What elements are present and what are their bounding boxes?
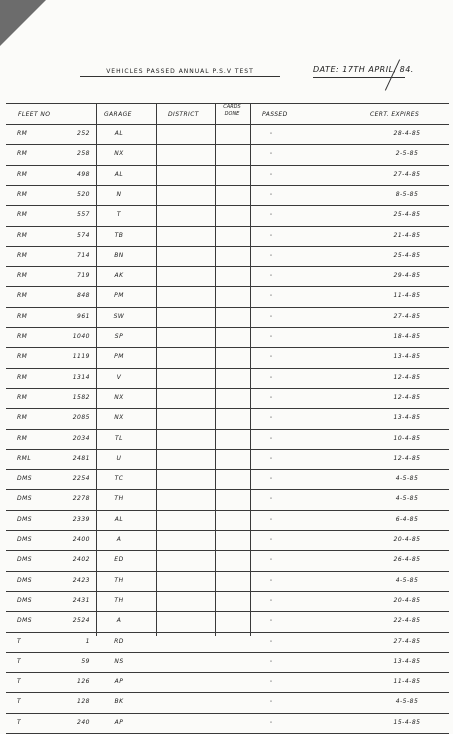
garage-code: A [116,536,122,543]
passed-mark: " [269,598,273,604]
fleet-number: 240 [77,718,90,726]
cert-expiry: 20-4-85 [393,536,421,543]
garage-code: NX [114,414,124,422]
cert-expiry: 4-5-85 [395,576,419,584]
table-row [0,286,453,306]
passed-mark: " [269,253,273,259]
cert-expiry: 29-4-85 [393,272,421,280]
fleet-type: RM [17,211,28,219]
table-row [0,124,453,144]
fleet-type: T [17,637,22,645]
fleet-number: 714 [77,251,90,259]
fleet-type: RM [17,333,28,340]
passed-mark: " [269,335,273,340]
table-row [0,347,453,367]
garage-code: A [116,617,122,625]
table-row [0,489,453,509]
fleet-type: DMS [17,515,33,523]
cert-expiry: 18-4-85 [393,333,421,340]
fleet-number: 1582 [72,393,90,401]
garage-code: AL [114,515,124,523]
table-row [0,144,453,164]
garage-code: V [116,373,122,381]
passed-mark: " [269,639,273,645]
fleet-type: T [17,678,22,686]
fleet-number: 848 [77,292,90,300]
fleet-type: RM [17,190,28,198]
passed-mark: " [269,274,273,280]
passed-mark: " [269,456,273,462]
fleet-type: RML [17,454,32,462]
table-row [0,408,453,428]
table-row [0,368,453,388]
passed-mark: " [269,152,273,158]
fleet-number: 719 [77,272,90,280]
fleet-type: RM [17,393,28,401]
passed-mark: " [269,477,273,483]
passed-mark: " [269,395,273,401]
table-row [0,449,453,469]
passed-mark: " [269,517,273,523]
cert-expiry: 25-4-85 [393,211,421,219]
fleet-number: 574 [77,231,90,239]
fleet-type: RM [17,150,28,158]
garage-code: PM [114,292,124,300]
cert-expiry: 22-4-85 [393,617,421,625]
fleet-number: 1119 [72,353,90,361]
document-date: DATE: 17TH APRIL, 84. [313,65,414,74]
table-row [0,388,453,408]
garage-code: BN [114,251,124,259]
table-row [0,226,453,246]
fleet-number: 2254 [72,475,90,483]
passed-mark: " [269,497,273,503]
cert-expiry: 13-4-85 [393,414,421,422]
cert-expiry: 27-4-85 [393,170,421,178]
fleet-number: 2339 [72,515,90,523]
fleet-number: 2085 [72,414,90,422]
fleet-type: RM [17,130,28,137]
fleet-type: RM [17,434,28,442]
table-row [0,327,453,347]
table-row [0,205,453,225]
cert-expiry: 13-4-85 [393,657,421,665]
fleet-number: 2431 [72,596,90,604]
passed-mark: " [269,233,273,239]
passed-mark: " [269,538,273,543]
garage-code: U [116,454,122,462]
passed-mark: " [269,355,273,361]
table-row [0,469,453,489]
garage-code: PM [114,353,124,361]
fleet-type: RM [17,251,28,259]
cert-expiry: 25-4-85 [393,251,421,259]
fleet-type: RM [17,231,28,239]
cert-expiry: 20-4-85 [393,596,421,604]
cert-expiry: 27-4-85 [393,312,421,320]
fleet-number: 498 [77,170,90,178]
passed-mark: " [269,172,273,178]
garage-code: SP [114,333,124,340]
cert-expiry: 21-4-85 [393,231,421,239]
fleet-type: RM [17,272,28,280]
table-row [0,611,453,631]
fleet-number: 2402 [72,556,90,564]
fleet-number: 2524 [72,617,90,625]
table-row [0,632,453,652]
document-title: VEHICLES PASSED ANNUAL P.S.V TEST [80,68,280,77]
cert-expiry: 4-5-85 [395,495,419,503]
fleet-number: 1 [85,637,90,645]
table-row [0,307,453,327]
fleet-type: DMS [17,475,33,483]
fleet-number: 59 [81,657,90,665]
cert-expiry: 12-4-85 [393,454,421,462]
passed-mark: " [269,659,273,665]
passed-mark: " [269,619,273,625]
fleet-type: DMS [17,495,33,503]
passed-mark: " [269,213,273,219]
passed-mark: " [269,700,273,706]
header-garage: GARAGE [104,111,132,118]
table-row [0,692,453,712]
garage-code: RD [114,637,124,645]
fleet-type: DMS [17,556,33,564]
passed-mark: " [269,132,273,137]
garage-code: T [116,211,122,219]
table-row [0,510,453,530]
fleet-number: 126 [77,678,90,686]
cert-expiry: 6-4-85 [395,515,419,523]
table-row [0,165,453,185]
fleet-number: 1040 [72,333,90,340]
passed-mark: " [269,294,273,300]
passed-mark: " [269,314,273,320]
fleet-type: RM [17,353,28,361]
cert-expiry: 4-5-85 [395,475,419,483]
fleet-type: T [17,698,22,706]
table-row [0,591,453,611]
cert-expiry: 2-5-85 [395,150,419,158]
garage-code: TB [114,231,124,239]
passed-mark: " [269,192,273,198]
fleet-number: 258 [77,150,90,158]
table-row [0,246,453,266]
passed-mark: " [269,558,273,564]
header-district: DISTRICT [168,111,199,118]
table-row [0,530,453,550]
garage-code: NS [114,657,124,665]
fleet-number: 2481 [72,454,90,462]
garage-code: TC [114,475,124,483]
cert-expiry: 4-5-85 [395,698,419,706]
table-row [0,713,453,733]
passed-mark: " [269,720,273,726]
cert-expiry: 11-4-85 [393,292,421,300]
table-row [0,429,453,449]
header-fleet-no: FLEET NO [18,111,51,118]
fleet-type: RM [17,170,28,178]
garage-code: AP [114,718,124,726]
fleet-number: 2034 [72,434,90,442]
cert-expiry: 11-4-85 [393,678,421,686]
fleet-number: 961 [77,312,90,320]
table-row [0,185,453,205]
cert-expiry: 13-4-85 [393,353,421,361]
cert-expiry: 28-4-85 [393,130,421,137]
garage-code: N [116,190,122,198]
fleet-number: 1314 [72,373,90,381]
fleet-type: T [17,718,22,726]
fleet-type: DMS [17,617,33,625]
garage-code: ED [114,556,124,564]
row-divider [6,103,449,104]
garage-code: AK [114,272,124,280]
fleet-number: 2278 [72,495,90,503]
header-passed: PASSED [262,111,288,118]
fleet-number: 2400 [72,536,90,543]
passed-mark: " [269,680,273,686]
cert-expiry: 12-4-85 [393,393,421,401]
fleet-type: RM [17,292,28,300]
garage-code: AL [114,130,124,137]
table-row [0,266,453,286]
fleet-number: 557 [77,211,90,219]
cert-expiry: 15-4-85 [393,718,421,726]
fleet-type: DMS [17,596,33,604]
cert-expiry: 10-4-85 [393,434,421,442]
garage-code: BK [114,698,124,706]
passed-mark: " [269,436,273,442]
fleet-number: 2423 [72,576,90,584]
cert-expiry: 26-4-85 [393,556,421,564]
garage-code: AP [114,678,124,686]
garage-code: NX [114,150,124,158]
garage-code: TH [114,576,124,584]
cert-expiry: 27-4-85 [393,637,421,645]
fleet-type: DMS [17,576,33,584]
fleet-type: DMS [17,536,33,543]
cert-expiry: 12-4-85 [393,373,421,381]
header-cert-expires: CERT. EXPIRES [370,111,420,118]
fleet-type: RM [17,312,28,320]
passed-mark: " [269,578,273,584]
table-row [0,550,453,570]
cert-expiry: 8-5-85 [395,190,419,198]
garage-code: SW [113,312,125,320]
garage-code: TH [114,596,124,604]
fleet-type: T [17,657,22,665]
fleet-type: RM [17,414,28,422]
page-corner-shadow [0,0,46,46]
garage-code: TL [114,434,123,442]
table-row [0,652,453,672]
fleet-number: 252 [77,130,90,137]
header-cards-done: CARDS DONE [223,104,241,117]
fleet-number: 128 [77,698,90,706]
passed-mark: " [269,375,273,381]
garage-code: NX [114,393,124,401]
table-row [0,571,453,591]
table-row [0,672,453,692]
fleet-type: RM [17,373,28,381]
fleet-number: 520 [77,190,90,198]
garage-code: AL [114,170,124,178]
passed-mark: " [269,416,273,422]
garage-code: TH [114,495,124,503]
